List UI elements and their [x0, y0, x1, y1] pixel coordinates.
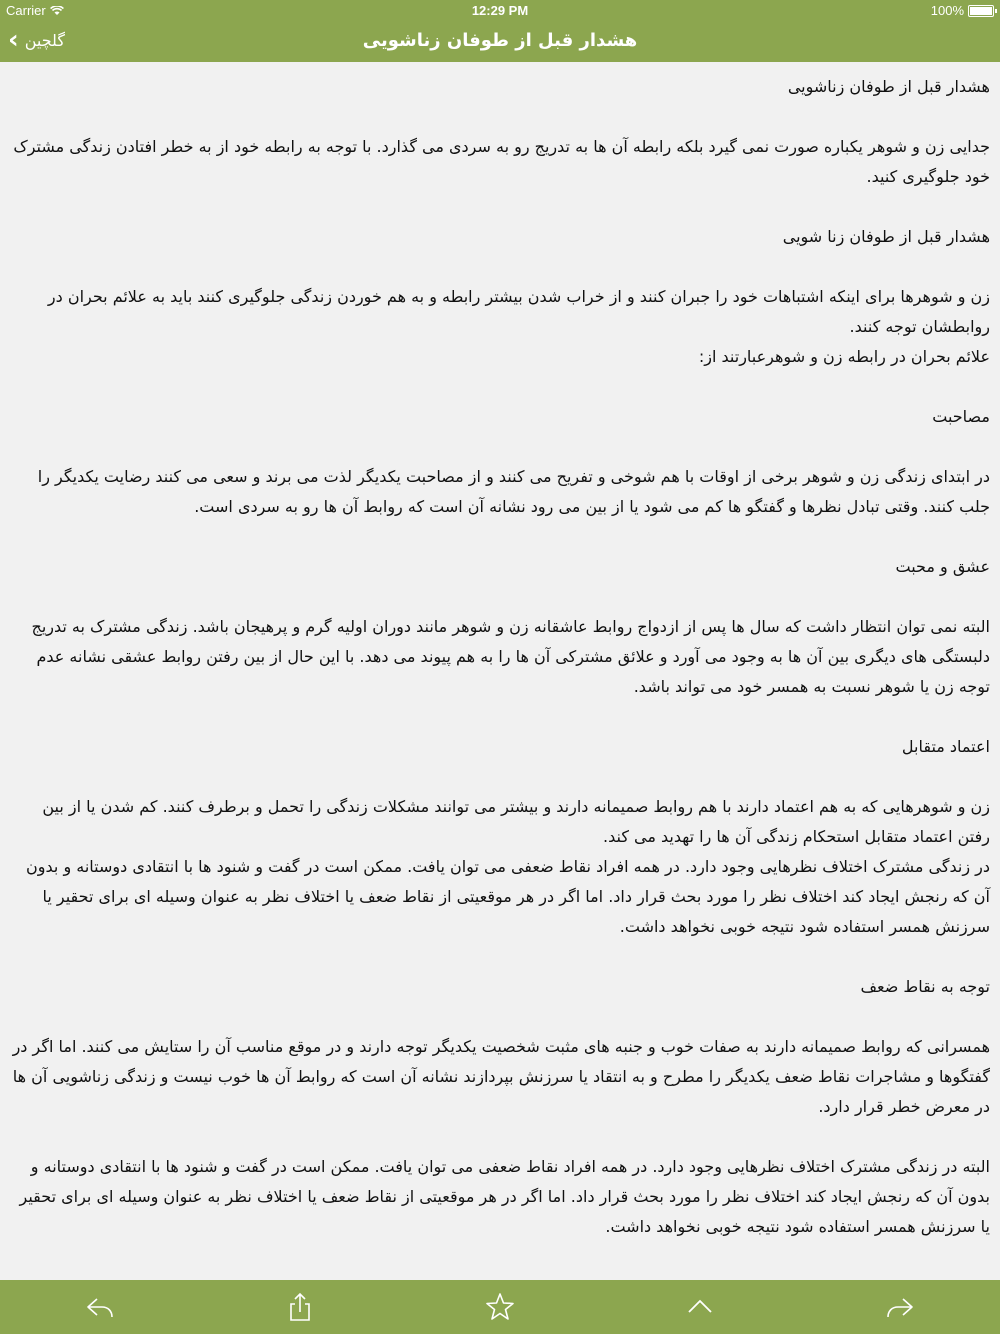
scroll-top-button[interactable] — [680, 1287, 720, 1327]
forward-button[interactable] — [880, 1287, 920, 1327]
article-paragraph: زن و شوهرهایی که به هم اعتماد دارند با هم روابط صمیمانه دارند و بیشتر می توانند مشکلات زندگی را تحمل و برطرف کنند. کم شدن یا از بین رفتن اعتماد متقابل استحکام زندگی آن ها را تهدید می کند. — [42, 797, 990, 846]
forward-icon — [883, 1290, 917, 1324]
article-paragraph: علائم بحران در رابطه زن و شوهرعبارتند از: — [698, 347, 990, 366]
article-paragraph: البته نمی توان انتظار داشت که سال ها پس از ازدواج روابط عاشقانه زن و شوهر مانند دوران اولیه گرم و پرهیجان باشد. زندگی مشترک به تدریج دلبستگی های دیگری بین آن ها به وجود می آورد و علائق مشترکی آن ها را به هم پیوند می دهد. با این حال از بین رفتن روابط عشقی نشانه عدم توجه زن یا شوهر نسبت به همسر خود می تواند باشد. — [31, 617, 990, 696]
share-icon — [283, 1290, 317, 1324]
reply-button[interactable] — [80, 1287, 120, 1327]
article-paragraph: در ابتدای زندگی زن و شوهر برخی از اوقات با هم شوخی و تفریح می کنند و از مصاحبت یکدیگر لذت می برند و سعی می کنند رضایت یکدیگر را جلب کنند. وقتی تبادل نظرها و گفتگو ها کم می شود یا از بین می رود نشانه آن است که روابط آن ها رو به سردی است. — [37, 467, 990, 516]
article-heading: هشدار قبل از طوفان زناشویی — [787, 77, 990, 96]
article-paragraph: البته در زندگی مشترک اختلاف نظرهایی وجود دارد. در همه افراد نقاط ضعفی می توان یافت. ممکن است در گفت و شنود ها با انتقادی دوستانه و بدون آن که رنجش ایجاد کند اختلاف نظر را مورد بحث قرار داد. اما اگر در هر موقعیتی از نقاط ضعف یا اختلاف نظر به عنوان وسیله ای برای تحقیر یا سرزنش همسر استفاده شود نتیجه خوبی نخواهد داشت. — [19, 1157, 990, 1236]
carrier-label: Carrier — [6, 3, 46, 18]
article-paragraph: همسرانی که روابط صمیمانه دارند به صفات خوب و جنبه های مثبت شخصیت یکدیگر توجه دارند و در موقع مناسب آن را ستایش می کنند. اما اگر در گفتگوها و مشاجرات نقاط ضعف یکدیگر را مطرح و به انتقاد یا سرزنش بپردازند نشانه آن است که روابط آن ها خوب نیست و زندگی زناشویی آن ها در معرض خطر قرار دارد. — [12, 1037, 990, 1116]
section-heading: هشدار قبل از طوفان زنا شویی — [782, 227, 990, 246]
back-button-label: گلچین — [24, 30, 65, 50]
battery-icon — [968, 5, 994, 17]
navigation-bar — [0, 22, 1000, 62]
page-title: هشدار قبل از طوفان زناشویی — [362, 30, 638, 51]
article-body — [0, 62, 1000, 1242]
section-heading: عشق و محبت — [895, 557, 990, 576]
chevron-up-icon — [683, 1290, 717, 1324]
section-heading: اعتماد متقابل — [901, 737, 990, 756]
article-paragraph: جدایی زن و شوهر یکباره صورت نمی گیرد بلکه رابطه آن ها به تدریج رو به سردی می گذارد. با توجه به رابطه خود از به خطر افتادن زندگی مشترک خود جلوگیری کنید. — [13, 137, 990, 186]
section-heading: مصاحبت — [932, 407, 990, 426]
article-scroll-area[interactable] — [0, 62, 1000, 1280]
share-button[interactable] — [280, 1287, 320, 1327]
article-paragraph: زن و شوهرها برای اینکه اشتباهات خود را جبران کنند و از خراب شدن بیشتر رابطه و به هم خوردن زندگی جلوگیری کنند باید به علائم بحران در روابطشان توجه کنند. — [47, 287, 990, 336]
battery-indicator — [931, 3, 994, 18]
chevron-left-icon: ‹ — [8, 25, 19, 55]
star-icon — [483, 1290, 517, 1324]
reply-icon — [83, 1290, 117, 1324]
bottom-toolbar — [0, 1280, 1000, 1334]
status-bar — [0, 0, 1000, 22]
article-paragraph: در زندگی مشترک اختلاف نظرهایی وجود دارد. در همه افراد نقاط ضعفی می توان یافت. ممکن است در گفت و شنود ها با انتقادی دوستانه و بدون آن که رنجش ایجاد کند اختلاف نظر را مورد بحث قرار داد. اما اگر در هر موقعیتی از نقاط ضعف یا اختلاف نظر به عنوان وسیله ای برای تحقیر یا سرزنش همسر استفاده شود نتیجه خوبی نخواهد داشت. — [26, 857, 990, 936]
battery-percent: 100% — [930, 3, 964, 18]
clock: 12:29 PM — [471, 3, 529, 18]
favorite-button[interactable] — [480, 1287, 520, 1327]
section-heading: توجه به نقاط ضعف — [860, 977, 990, 996]
